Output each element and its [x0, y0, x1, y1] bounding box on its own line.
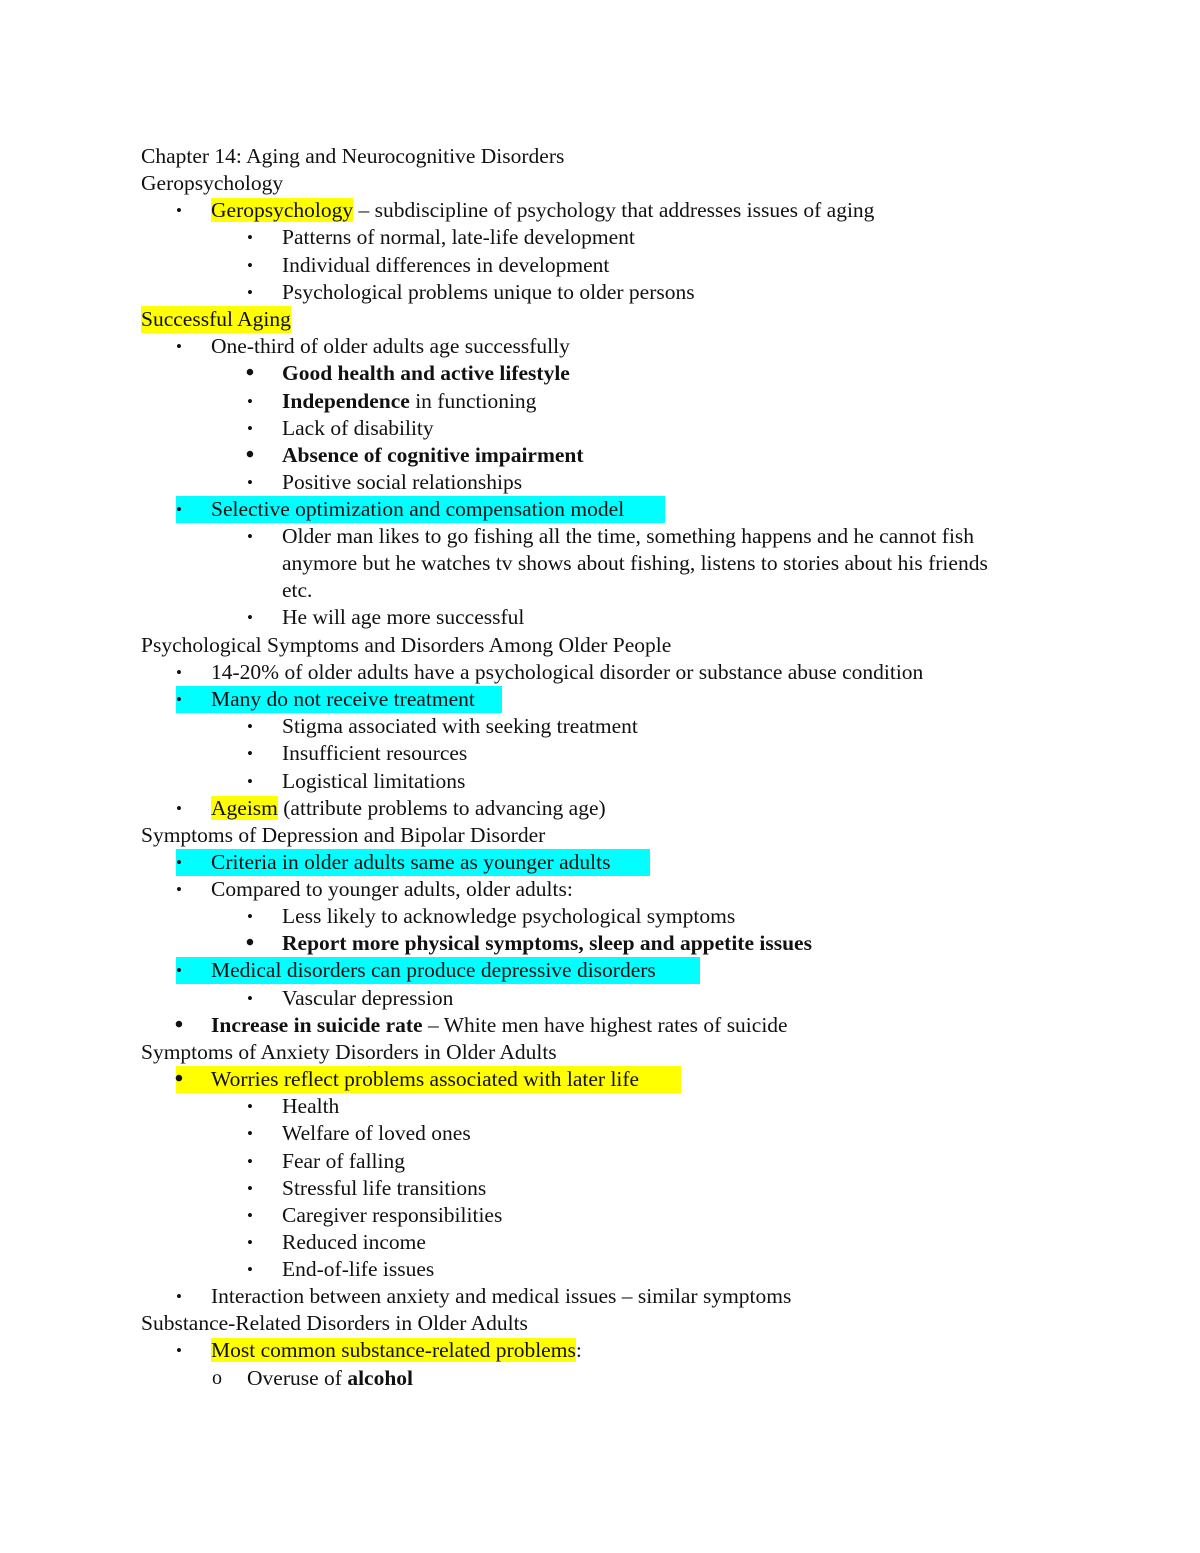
- circle-bullet: o: [212, 1367, 222, 1389]
- bullet: •: [176, 690, 182, 709]
- bullet: •: [247, 392, 253, 411]
- bullet: •: [247, 1179, 253, 1198]
- bullet: •: [247, 527, 253, 546]
- document-page: Chapter 14: Aging and Neurocognitive Disorders Geropsychology • Geropsychology – subdiscipline of psychology that addresses issues of aging • Patterns of normal, late-life development • Individual differences in development • Psychological problems unique to older persons Successful Aging • One-third of older adults age successfully • Good health and active lifestyle • Independence in functioning • Lack of disability • Absence of cognitive impairment • Positive social relationships • Selective optimization and compensation model • Older man likes to go fishing all the time, something happens and he cannot fish anymore but he watches tv shows about fishing, listens to stories about his friends etc. • He will age more successful Psychological Symptoms and Disorders Among Older People • 14-20% of older adults have a psychological disorder or substance abuse condition • Many do not receive treatment • Stigma associated with seeking treatment • Insufficient resources • Logistical limitations • Ageism (attribute problems to advancing age) Symptoms of Depression and Bipolar Disorder • Criteria in older adults same as younger adults • Compared to younger adults, older adults: • Less likely to acknowledge psychological symptoms • Report more physical symptoms, sleep and appetite issues • Medical disorders can produce depressive disorders • Vascular depression • Increase in suicide rate – White men have highest rates of suicide Symptoms of Anxiety Disorders in Older Adults • Worries reflect problems associated with later life • Health • Welfare of loved ones • Fear of falling • Stressful life transitions • Caregiver responsibilities • Reduced income • End-of-life issues • Interaction between anxiety and medical issues – similar symptoms Substance-Related Disorders in Older Adults • Most common substance-related problems: o Overuse of alcohol: [141, 144, 988, 1390]
- bullet: •: [247, 283, 253, 302]
- bullet: •: [247, 1233, 253, 1252]
- bullet: •: [176, 337, 182, 356]
- bullet: •: [247, 1260, 253, 1279]
- bullet: •: [176, 663, 182, 682]
- bullet: •: [176, 1341, 182, 1360]
- highlight-term: Most common substance-related problems: [211, 1338, 576, 1362]
- bullet: •: [176, 799, 182, 818]
- bullet: •: [174, 1012, 184, 1038]
- bullet: •: [247, 473, 253, 492]
- bullet: •: [174, 1066, 184, 1092]
- bullet: •: [247, 717, 253, 736]
- bullet: •: [247, 989, 253, 1008]
- bullet: •: [176, 500, 182, 519]
- bullet: •: [247, 772, 253, 791]
- bullet: •: [247, 419, 253, 438]
- bullet: •: [247, 1152, 253, 1171]
- bullet: •: [245, 442, 255, 468]
- bullet: •: [247, 907, 253, 926]
- bullet: •: [176, 1287, 182, 1306]
- bullet: •: [247, 228, 253, 247]
- bullet: •: [247, 256, 253, 275]
- bullet: •: [176, 201, 182, 220]
- bullet: •: [176, 961, 182, 980]
- bullet: •: [176, 880, 182, 899]
- bullet: •: [245, 930, 255, 956]
- bullet: •: [247, 1206, 253, 1225]
- bullet: •: [247, 744, 253, 763]
- bullet: •: [247, 1124, 253, 1143]
- bullet: •: [247, 1097, 253, 1116]
- bullet: •: [245, 360, 255, 386]
- bullet: •: [247, 608, 253, 627]
- bullet: •: [176, 853, 182, 872]
- chapter-title-text: Chapter 14: Aging and Neurocognitive Disorders: [141, 144, 565, 168]
- highlight-term: Geropsychology: [211, 198, 354, 222]
- highlight-term: Ageism: [211, 796, 278, 820]
